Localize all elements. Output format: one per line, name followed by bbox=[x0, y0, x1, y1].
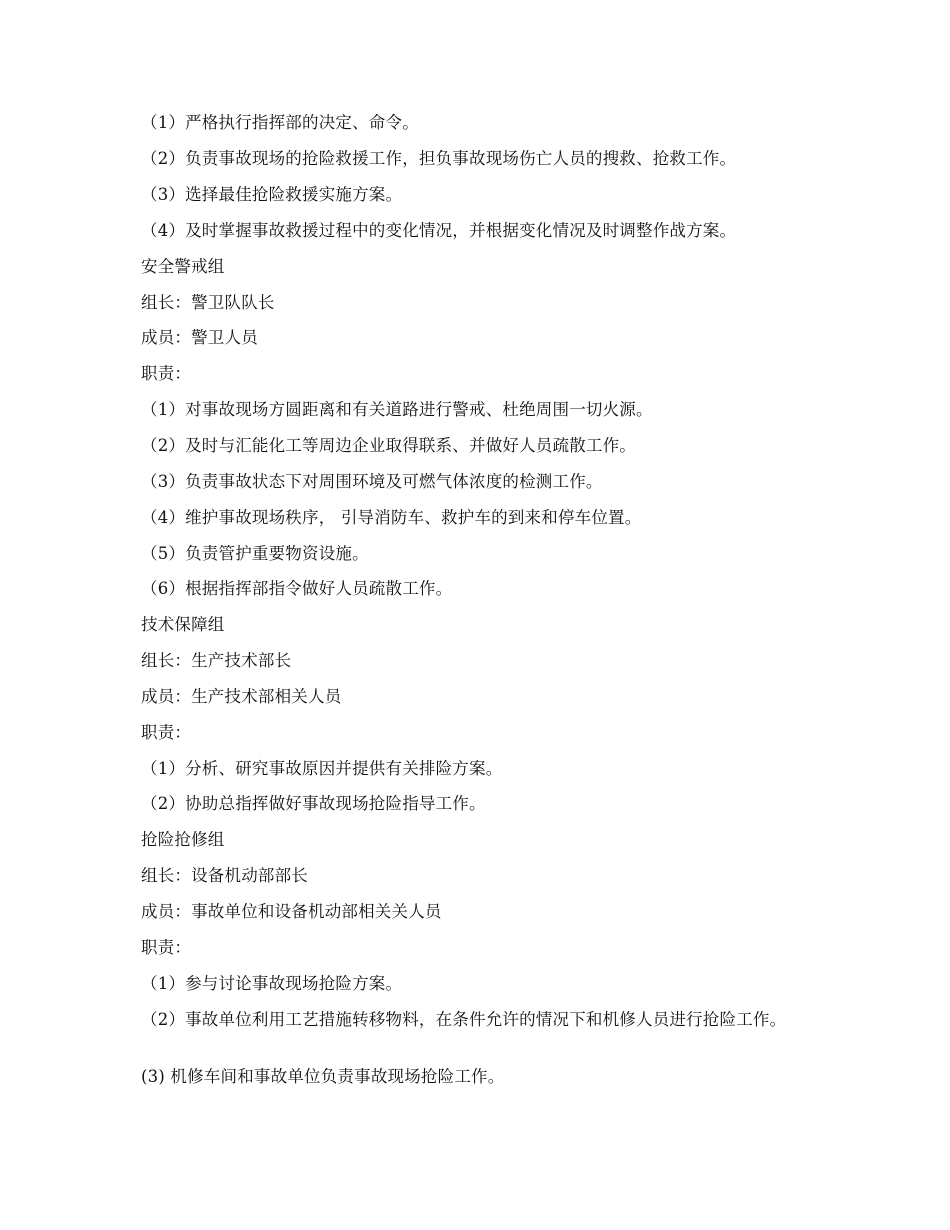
paragraph: （4）维护事故现场秩序， 引导消防车、救护车的到来和停车位置。 bbox=[141, 508, 642, 527]
paragraph: 职责： bbox=[141, 723, 192, 742]
paragraph: (3) 机修车间和事故单位负责事故现场抢险工作。 bbox=[141, 1067, 505, 1086]
section-heading: 抢险抢修组 bbox=[141, 830, 225, 849]
paragraph: （2）事故单位利用工艺措施转移物料，在条件允许的情况下和机修人员进行抢险工作。 bbox=[141, 1010, 787, 1029]
paragraph: （1）对事故现场方圆距离和有关道路进行警戒、杜绝周围一切火源。 bbox=[141, 400, 653, 419]
paragraph: （3）负责事故状态下对周围环境及可燃气体浓度的检测工作。 bbox=[141, 472, 603, 491]
paragraph: （1）严格执行指挥部的决定、命令。 bbox=[141, 113, 419, 132]
paragraph: 成员：事故单位和设备机动部相关关人员 bbox=[141, 902, 442, 921]
paragraph: 职责： bbox=[141, 938, 192, 957]
paragraph: 组长：设备机动部部长 bbox=[141, 866, 308, 885]
paragraph: （5）负责管护重要物资设施。 bbox=[141, 544, 369, 563]
paragraph: 组长：生产技术部长 bbox=[141, 651, 292, 670]
paragraph: 职责： bbox=[141, 364, 192, 383]
paragraph: 组长：警卫队队长 bbox=[141, 293, 275, 312]
paragraph: （2）协助总指挥做好事故现场抢险指导工作。 bbox=[141, 794, 486, 813]
paragraph: 成员：警卫人员 bbox=[141, 328, 258, 347]
paragraph: 成员：生产技术部相关人员 bbox=[141, 687, 342, 706]
paragraph: （1）参与讨论事故现场抢险方案。 bbox=[141, 974, 403, 993]
paragraph: （3）选择最佳抢险救援实施方案。 bbox=[141, 185, 403, 204]
paragraph: （6）根据指挥部指令做好人员疏散工作。 bbox=[141, 579, 453, 598]
paragraph: （4）及时掌握事故救援过程中的变化情况，并根据变化情况及时调整作战方案。 bbox=[141, 221, 737, 240]
paragraph: （1）分析、研究事故原因并提供有关排险方案。 bbox=[141, 759, 503, 778]
paragraph: （2）负责事故现场的抢险救援工作，担负事故现场伤亡人员的搜救、抢救工作。 bbox=[141, 149, 737, 168]
section-heading: 技术保障组 bbox=[141, 615, 225, 634]
paragraph: （2）及时与汇能化工等周边企业取得联系、并做好人员疏散工作。 bbox=[141, 436, 636, 455]
section-heading: 安全警戒组 bbox=[141, 257, 225, 276]
